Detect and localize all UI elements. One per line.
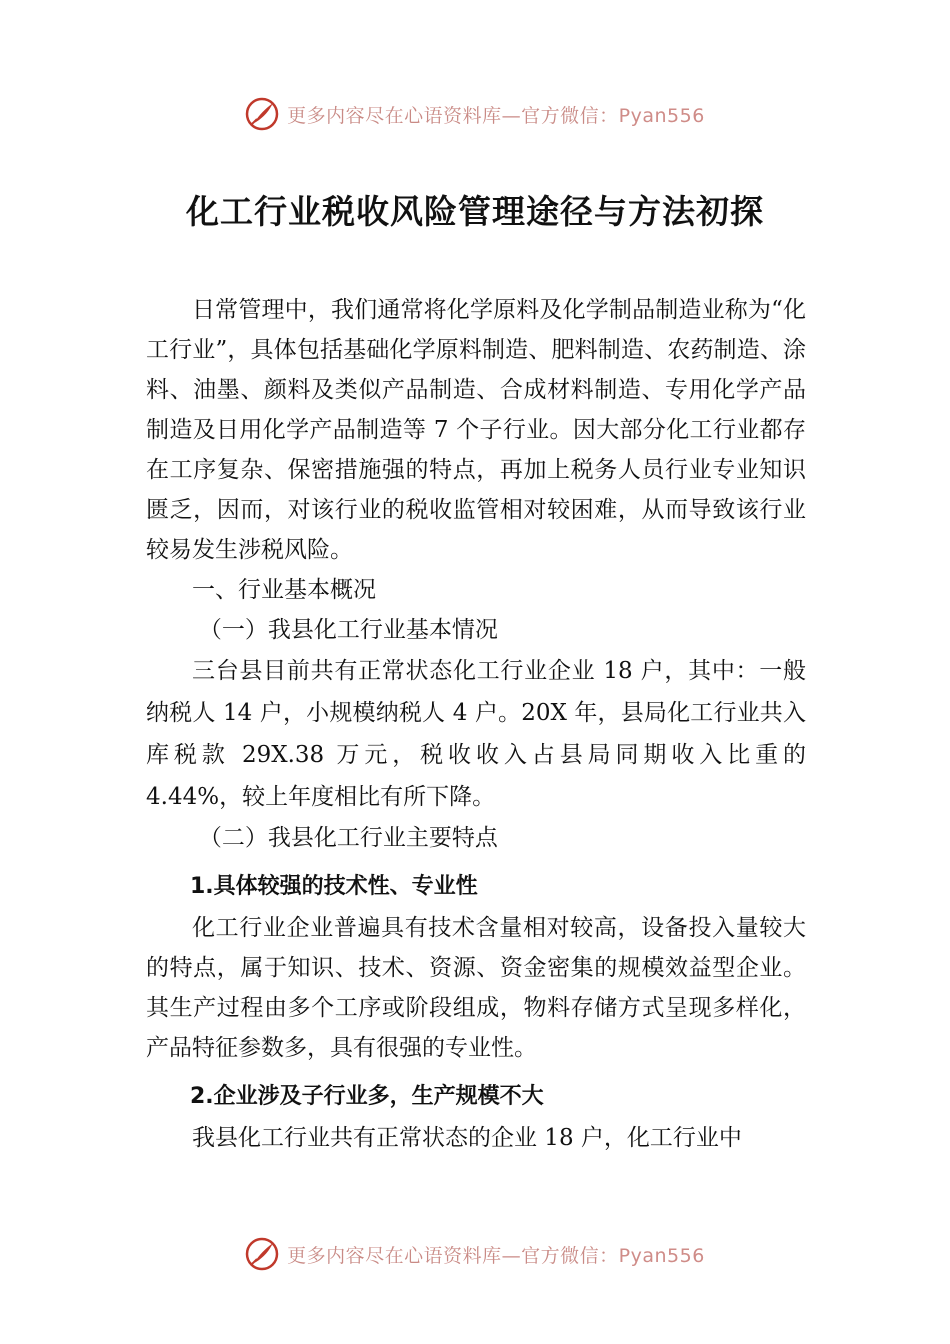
quill-logo-icon [245, 1237, 279, 1271]
subsection-paragraph: 三台县目前共有正常状态化工行业企业 18 户，其中：一般纳税人 14 户，小规模纳税人 4 户。20X 年，县局化工行业共入库税款 29X.38 万元，税收收入占县局同期收入比重的 4.44%，较上年度相比有所下降。 [146, 658, 806, 810]
document-body [146, 290, 806, 1158]
watermark-text: 更多内容尽在心语资料库—官方微信：Pyan556 [287, 1244, 705, 1267]
point-paragraph: 化工行业企业普遍具有技术含量相对较高，设备投入量较大的特点，属于知识、技术、资源、资金密集的规模效益型企业。其生产过程由多个工序或阶段组成，物料存储方式呈现多样化，产品特征参数多，具有很强的专业性。 [146, 915, 806, 1061]
watermark-text: 更多内容尽在心语资料库—官方微信：Pyan556 [287, 104, 705, 127]
section-heading: 一、行业基本概况 [192, 577, 376, 603]
document-title: 化工行业税收风险管理途径与方法初探 [186, 192, 764, 231]
watermark-footer [0, 1236, 950, 1272]
subsection-heading: （一）我县化工行业基本情况 [198, 617, 498, 643]
intro-paragraph: 日常管理中，我们通常将化学原料及化学制品制造业称为“化工行业”，具体包括基础化学原料制造、肥料制造、农药制造、涂料、油墨、颜料及类似产品制造、合成材料制造、专用化学产品制造及日用化学产品制造等 7 个子行业。因大部分化工行业都存在工序复杂、保密措施强的特点，再加上税务人员行业专业知识匮乏，因而，对该行业的税收监管相对较困难，从而导致该行业较易发生涉税风险。 [146, 297, 806, 563]
watermark-header [0, 96, 950, 132]
quill-logo-icon [245, 97, 279, 131]
point-heading: 1.具体较强的技术性、专业性 [190, 874, 478, 899]
point-paragraph: 我县化工行业共有正常状态的企业 18 户，化工行业中 [192, 1125, 742, 1151]
point-heading: 2.企业涉及子行业多，生产规模不大 [190, 1084, 544, 1109]
subsection-heading: （二）我县化工行业主要特点 [198, 825, 498, 851]
